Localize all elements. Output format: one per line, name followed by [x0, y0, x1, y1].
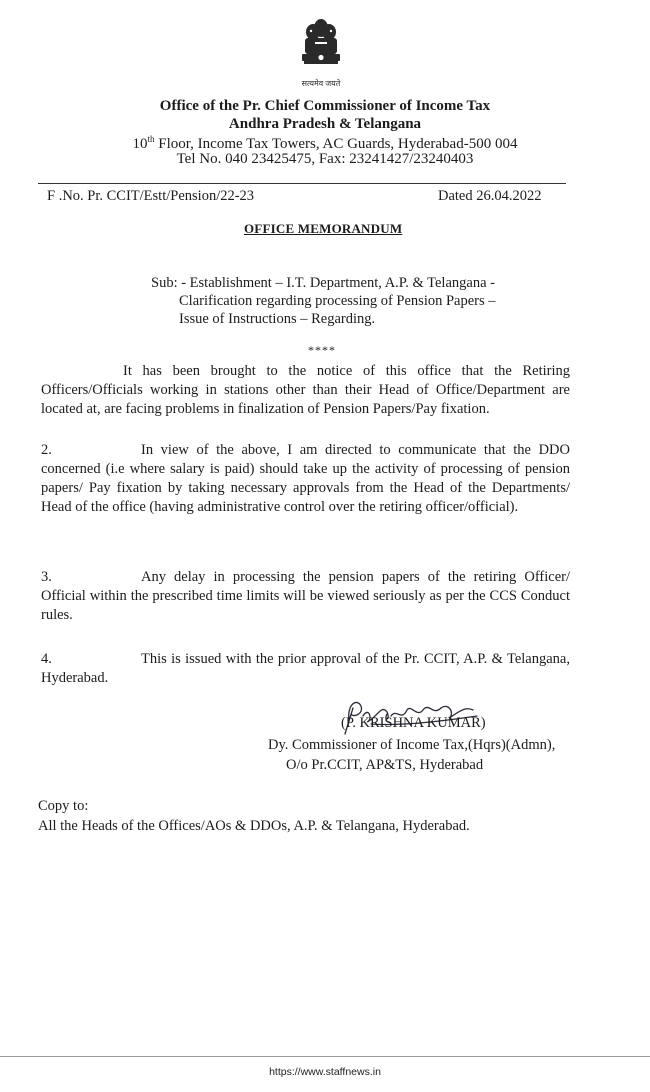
paragraph-number: 3. [41, 569, 52, 585]
footer-divider [0, 1056, 650, 1057]
national-emblem-icon [293, 18, 349, 84]
office-heading: Office of the Pr. Chief Commissioner of Income Tax [159, 98, 491, 114]
paragraph-text: Any delay in processing the pension papers of the retiring Officer/ Official within the prescribed time limits will be viewed seriously as per the CCS Conduct rules. [41, 569, 570, 623]
copy-to-label: Copy to: [38, 798, 89, 814]
copy-recipients: All the Heads of the Offices/AOs & DDOs, A.P. & Telangana, Hyderabad. [38, 818, 470, 834]
paragraph-3 [41, 568, 570, 625]
paragraph-text: This is issued with the prior approval of the Pr. CCIT, A.P. & Telangana, Hyderabad. [41, 651, 570, 686]
paragraph-2 [41, 441, 570, 517]
memo-title: OFFICE MEMORANDUM [244, 221, 403, 236]
separator-stars: **** [308, 343, 336, 357]
footer-url-link[interactable]: https://www.staffnews.in [269, 1066, 381, 1078]
contact-line: Tel No. 040 23425475, Fax: 23241427/23240403 [176, 151, 474, 167]
subject-line: Issue of Instructions – Regarding. [179, 311, 376, 327]
signatory-designation: Dy. Commissioner of Income Tax,(Hqrs)(Admn), [268, 737, 556, 753]
signatory-name: (P. KRISHNA KUMAR) [341, 715, 486, 731]
signatory-office: O/o Pr.CCIT, AP&TS, Hyderabad [286, 757, 484, 773]
file-number: F .No. Pr. CCIT/Estt/Pension/22-23 [47, 188, 255, 204]
paragraph-1: It has been brought to the notice of this office that the Retiring Officers/Officials working in stations other than their Head of Office/Department are located at, are facing problems in finalization of Pension Papers/Pay fixation. [41, 363, 570, 417]
subject-line: Sub: - Establishment – I.T. Department, A.P. & Telangana - [151, 275, 495, 291]
paragraph-number: 2. [41, 442, 52, 458]
subject-block [151, 274, 496, 328]
office-address: 10th Floor, Income Tax Towers, AC Guards, Hyderabad-500 004 [132, 134, 518, 152]
paragraph-number: 4. [41, 651, 52, 667]
emblem-motto: सत्यमेव जयते [301, 79, 341, 88]
paragraph-4 [41, 650, 570, 688]
memo-date: Dated 26.04.2022 [438, 188, 542, 204]
subject-line: Clarification regarding processing of Pension Papers – [179, 293, 496, 309]
header-divider [38, 183, 566, 184]
region-heading: Andhra Pradesh & Telangana [228, 116, 422, 132]
paragraph-text: In view of the above, I am directed to communicate that the DDO concerned (i.e where salary is paid) should take up the activity of processing of pension papers/ Pay fixation by taking necessary approvals from the Head of the Departments/ Head of the office (having administrative control over the retiring officer/official). [41, 442, 570, 515]
